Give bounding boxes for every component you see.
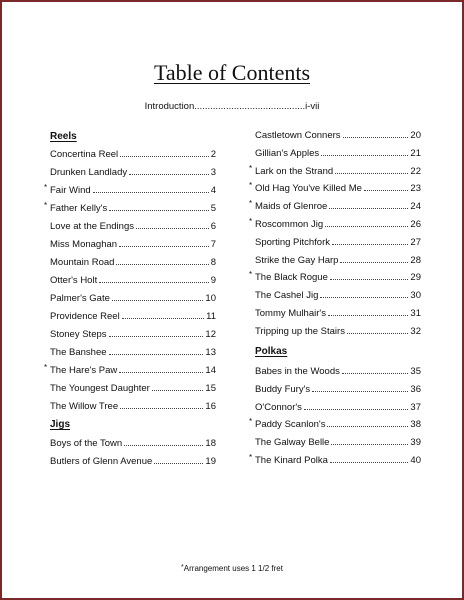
arrangement-star: * — [249, 163, 253, 173]
entry-title: Love at the Endings — [50, 221, 134, 232]
dot-leader — [129, 173, 209, 175]
toc-entry[interactable] — [255, 384, 421, 398]
toc-entry[interactable] — [255, 326, 421, 340]
toc-entry[interactable] — [249, 181, 421, 197]
toc-entry[interactable] — [255, 255, 421, 269]
entry-page-number: 6 — [210, 221, 216, 232]
entry-page-number: 39 — [410, 437, 421, 449]
dot-leader — [122, 317, 204, 319]
entry-title: Tripping up the Stairs — [255, 325, 345, 337]
entry-page-number: 3 — [210, 167, 216, 178]
dot-leader — [109, 209, 208, 211]
arrangement-star: * — [44, 363, 48, 372]
page-title: Table of Contents — [153, 60, 311, 85]
dot-leader — [99, 281, 208, 283]
dot-leader — [330, 278, 409, 280]
toc-entry[interactable] — [50, 221, 216, 235]
arrangement-star: * — [249, 181, 253, 191]
entry-title: The Youngest Daughter — [50, 383, 150, 394]
entry-page-number: 20 — [410, 130, 421, 141]
arrangement-star: * — [249, 453, 253, 462]
entry-page-number: 2 — [210, 149, 216, 160]
entry-title: Roscommon Jig — [255, 219, 324, 230]
entry-title: Gillian's Apples — [255, 147, 320, 159]
entry-title: Father Kelly's — [50, 203, 108, 214]
entry-page-number: 5 — [210, 203, 216, 214]
dot-leader — [332, 243, 408, 245]
toc-entry[interactable] — [50, 275, 216, 289]
arrangement-star: * — [249, 199, 253, 209]
intro-pages: i-vii — [305, 101, 320, 112]
entry-title: Miss Monaghan — [50, 239, 118, 250]
dot-leader — [119, 371, 203, 373]
footnote-star: * — [181, 564, 184, 571]
dot-leader — [343, 136, 409, 138]
dot-leader — [342, 372, 409, 374]
entry-title: Babes in the Woods — [255, 366, 340, 377]
dot-leader — [330, 461, 409, 463]
entry-page-number: 13 — [205, 347, 216, 358]
toc-entry[interactable] — [50, 401, 216, 415]
toc-entry[interactable] — [44, 183, 216, 199]
entry-page-number: 21 — [410, 147, 421, 159]
toc-entry[interactable] — [255, 148, 421, 162]
dot-leader — [335, 172, 408, 174]
entry-title: The Willow Tree — [50, 401, 119, 412]
dot-leader — [120, 407, 203, 409]
dot-leader — [325, 225, 408, 227]
entry-page-number: 4 — [210, 185, 216, 196]
dot-leader — [321, 154, 408, 156]
arrangement-star: * — [249, 217, 253, 226]
toc-entry[interactable] — [50, 311, 216, 325]
entry-page-number: 31 — [410, 308, 421, 319]
dot-leader — [304, 408, 408, 410]
toc-entry[interactable] — [255, 237, 421, 251]
entry-title: Tommy Mulhair's — [255, 308, 326, 319]
dot-leader — [136, 227, 209, 229]
entry-title: The Galway Belle — [255, 437, 330, 449]
arrangement-star: * — [44, 201, 48, 210]
toc-entry[interactable] — [44, 363, 216, 379]
entry-page-number: 8 — [210, 257, 216, 268]
intro-leader: .......................................... — [194, 101, 306, 112]
dot-leader — [364, 189, 409, 191]
toc-entry[interactable] — [249, 199, 421, 215]
entry-title: The Black Rogue — [255, 272, 328, 284]
entry-page-number: 16 — [205, 401, 216, 412]
entry-title: Providence Reel — [50, 311, 120, 322]
dot-leader — [120, 155, 209, 157]
dot-leader — [328, 314, 408, 316]
toc-entry[interactable] — [249, 270, 421, 286]
toc-entry[interactable] — [255, 402, 421, 416]
dot-leader — [154, 462, 203, 464]
dot-leader — [152, 389, 204, 391]
dot-leader — [331, 443, 408, 445]
dot-leader — [124, 444, 203, 446]
entry-title: Maids of Glenroe — [255, 201, 328, 213]
dot-leader — [329, 207, 408, 209]
toc-entry[interactable] — [50, 257, 216, 271]
entry-page-number: 9 — [210, 275, 216, 286]
entry-title: Buddy Fury's — [255, 383, 311, 395]
footnote-text: Arrangement uses 1 1/2 fret — [183, 564, 283, 573]
toc-entry[interactable] — [50, 456, 216, 470]
entry-page-number: 27 — [410, 236, 421, 248]
arrangement-star: * — [249, 417, 253, 427]
entry-title: Stoney Steps — [50, 329, 107, 340]
toc-entry[interactable] — [50, 149, 216, 163]
entry-page-number: 28 — [410, 254, 421, 266]
toc-entry[interactable] — [50, 293, 216, 307]
toc-entry[interactable] — [50, 167, 216, 181]
toc-entry[interactable] — [50, 438, 216, 452]
entry-title: Mountain Road — [50, 257, 115, 268]
dot-leader — [327, 425, 408, 427]
dot-leader — [340, 261, 408, 263]
entry-title: Strike the Gay Harp — [255, 254, 339, 266]
entry-title: Lark on the Strand — [255, 165, 334, 177]
entry-title: Fair Wind — [50, 185, 91, 196]
entry-title: Boys of the Town — [50, 438, 123, 449]
entry-page-number: 38 — [410, 419, 421, 431]
dot-leader — [119, 245, 209, 247]
entry-title: Otter's Holt — [50, 275, 98, 286]
entry-page-number: 7 — [210, 239, 216, 250]
entry-title: The Kinard Polka — [255, 455, 328, 466]
toc-entry[interactable] — [44, 201, 216, 217]
section-polkas: Polkas — [255, 346, 288, 357]
toc-entry[interactable] — [50, 383, 216, 397]
entry-page-number: 36 — [410, 383, 421, 395]
entry-page-number: 11 — [206, 311, 216, 322]
entry-page-number: 24 — [410, 201, 421, 213]
footnote — [2, 564, 462, 573]
entry-page-number: 23 — [410, 183, 421, 195]
entry-title: Old Hag You've Killed Me — [255, 183, 362, 195]
entry-page-number: 12 — [205, 329, 216, 340]
entry-title: Butlers of Glenn Avenue — [50, 456, 153, 467]
toc-entry[interactable] — [50, 347, 216, 361]
entry-page-number: 30 — [410, 290, 421, 302]
entry-page-number: 40 — [410, 455, 421, 466]
intro-entry[interactable] — [2, 101, 462, 112]
entry-title: The Hare's Paw — [50, 365, 118, 376]
section-reels: Reels — [50, 131, 77, 142]
entry-page-number: 26 — [410, 219, 421, 230]
entry-page-number: 35 — [410, 366, 421, 377]
toc-entry[interactable] — [255, 308, 421, 322]
dot-leader — [320, 296, 408, 298]
dot-leader — [112, 299, 204, 301]
toc-entry[interactable] — [255, 366, 421, 380]
entry-page-number: 37 — [410, 401, 421, 413]
entry-title: Sporting Pitchfork — [255, 236, 330, 248]
entry-page-number: 10 — [205, 293, 216, 304]
entry-page-number: 19 — [205, 456, 216, 467]
section-jigs: Jigs — [50, 419, 71, 430]
entry-title: Paddy Scanlon's — [255, 419, 326, 431]
toc-entry[interactable] — [249, 163, 421, 180]
entry-title: Drunken Landlady — [50, 167, 128, 178]
arrangement-star: * — [249, 270, 253, 280]
toc-entry[interactable] — [255, 290, 421, 304]
entry-title: The Cashel Jig — [255, 290, 319, 302]
entry-title: Castletown Conners — [255, 130, 341, 141]
toc-entry[interactable] — [249, 217, 421, 233]
entry-page-number: 32 — [410, 325, 421, 337]
toc-entry[interactable] — [255, 437, 421, 451]
intro-label: Introduction — [144, 101, 195, 112]
dot-leader — [109, 353, 204, 355]
dot-leader — [312, 390, 408, 392]
entry-page-number: 29 — [410, 272, 421, 284]
toc-entry[interactable] — [50, 239, 216, 253]
dot-leader — [347, 332, 408, 334]
entry-page-number: 15 — [205, 383, 216, 394]
entry-page-number: 18 — [205, 438, 216, 449]
toc-entry[interactable] — [249, 417, 421, 433]
toc-entry[interactable] — [50, 329, 216, 343]
toc-entry[interactable] — [255, 130, 421, 144]
dot-leader — [109, 335, 204, 337]
entry-title: The Banshee — [50, 347, 107, 358]
entry-title: Concertina Reel — [50, 149, 119, 160]
entry-title: Palmer's Gate — [50, 293, 110, 304]
entry-page-number: 22 — [410, 165, 421, 177]
dot-leader — [116, 263, 208, 265]
entry-title: O'Connor's — [255, 401, 302, 413]
entry-page-number: 14 — [205, 365, 216, 376]
arrangement-star: * — [44, 183, 48, 192]
toc-entry[interactable] — [249, 453, 421, 469]
dot-leader — [93, 191, 209, 193]
